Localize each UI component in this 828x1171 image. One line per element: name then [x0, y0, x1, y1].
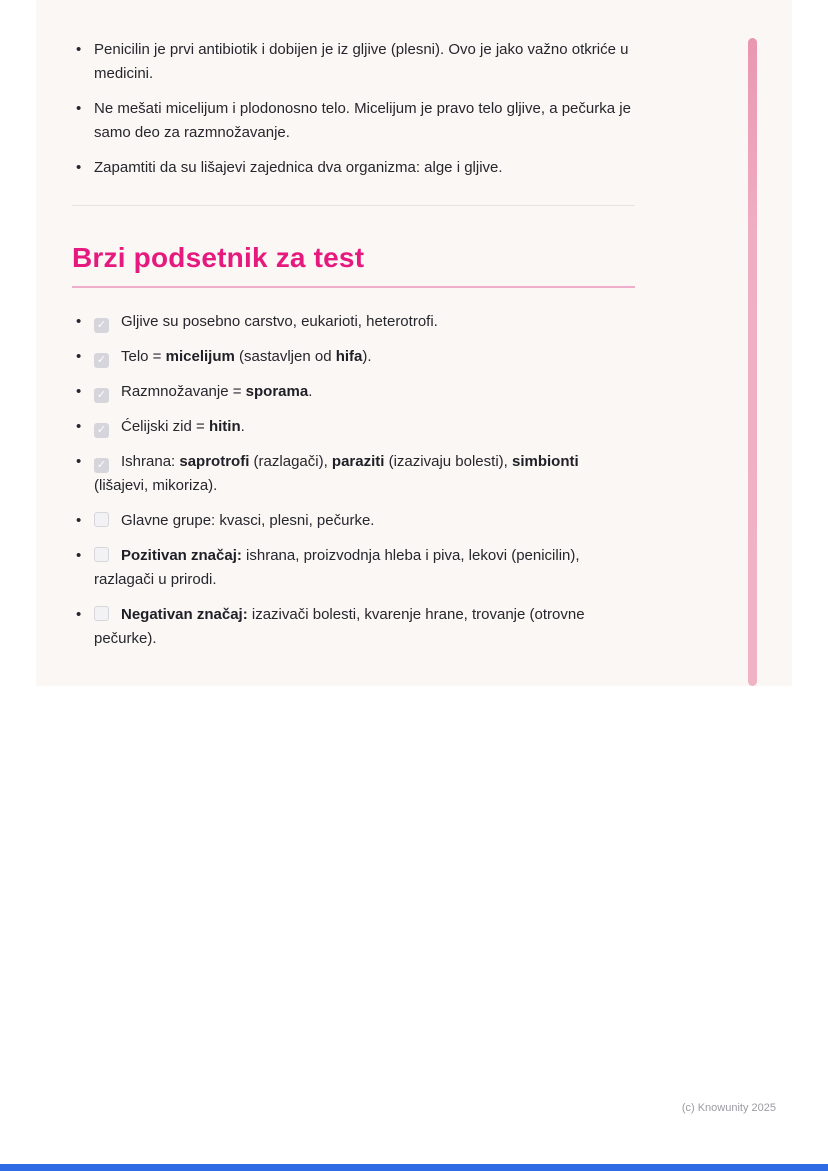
note-item: • Zapamtiti da su lišajevi zajednica dva organizma: alge i gljive. [72, 156, 635, 180]
checkbox-checked-icon: ✓ [94, 388, 109, 403]
checklist-text: . [308, 383, 313, 400]
checklist-text: ). [362, 348, 372, 365]
checklist-item [72, 380, 635, 404]
checklist-item [72, 310, 635, 334]
checkbox-unchecked-icon [94, 547, 109, 562]
note-item: • Penicilin je prvi antibiotik i dobijen je iz gljive (plesni). Ovo je jako važno otkriće u medicini. [72, 38, 635, 86]
checklist-text: Razmnožavanje = [121, 383, 246, 400]
checkbox-checked-icon: ✓ [94, 318, 109, 333]
checklist-bold-text: sporama [245, 383, 309, 400]
checklist-text: ishrana, proizvodnja hleba i piva, lekovi (penicilin), razlagači u prirodi. [94, 547, 580, 588]
title-underline [72, 286, 635, 288]
checklist-bold-text: paraziti [331, 453, 385, 470]
notes-list [72, 38, 635, 180]
checklist-text: Glavne grupe: kvasci, plesni, pečurke. [121, 512, 375, 529]
note-card [36, 0, 792, 686]
scrollbar-thumb[interactable] [748, 38, 757, 686]
copyright-footer: (c) Knowunity 2025 [681, 1102, 776, 1114]
checklist-item [72, 345, 635, 369]
note-item: • Ne mešati micelijum i plodonosno telo. Micelijum je pravo telo gljive, a pečurka je samo deo za razmnožavanje. [72, 97, 635, 145]
checklist-bold-text: Pozitivan značaj: [121, 547, 242, 564]
checklist-text: (sastavljen od [234, 348, 336, 365]
checklist-item [72, 509, 635, 533]
checklist-bold-text: saprotrofi [179, 453, 250, 470]
checkbox-checked-icon: ✓ [94, 423, 109, 438]
bottom-accent-bar [0, 1164, 828, 1171]
section-divider [72, 205, 635, 206]
checklist-text: (razlagači), [249, 453, 332, 470]
section-title: Brzi podsetnik za test [72, 242, 365, 273]
checklist-bold-text: micelijum [165, 348, 235, 365]
checklist-text: Ishrana: [121, 453, 180, 470]
checklist-bold-text: Negativan značaj: [121, 606, 248, 623]
checklist-bold-text: hifa [335, 348, 363, 365]
checkbox-checked-icon: ✓ [94, 353, 109, 368]
checklist-text: . [240, 418, 245, 435]
checklist-text: (izazivaju bolesti), [384, 453, 512, 470]
checklist-item [72, 603, 635, 651]
checklist-item [72, 415, 635, 439]
checklist-text: (lišajevi, mikoriza). [94, 477, 218, 494]
checklist [72, 310, 635, 651]
checkbox-unchecked-icon [94, 512, 109, 527]
note-content [72, 38, 635, 662]
checklist-text: izazivači bolesti, kvarenje hrane, trovanje (otrovne pečurke). [94, 606, 585, 647]
checklist-text: Gljive su posebno carstvo, eukarioti, heterotrofi. [121, 313, 438, 330]
checklist-text: Telo = [121, 348, 166, 365]
checkbox-checked-icon: ✓ [94, 458, 109, 473]
checkbox-unchecked-icon [94, 606, 109, 621]
checklist-item [72, 544, 635, 592]
checklist-item [72, 450, 635, 498]
checklist-text: Ćelijski zid = [121, 418, 209, 435]
checklist-bold-text: simbionti [511, 453, 579, 470]
checklist-bold-text: hitin [208, 418, 241, 435]
